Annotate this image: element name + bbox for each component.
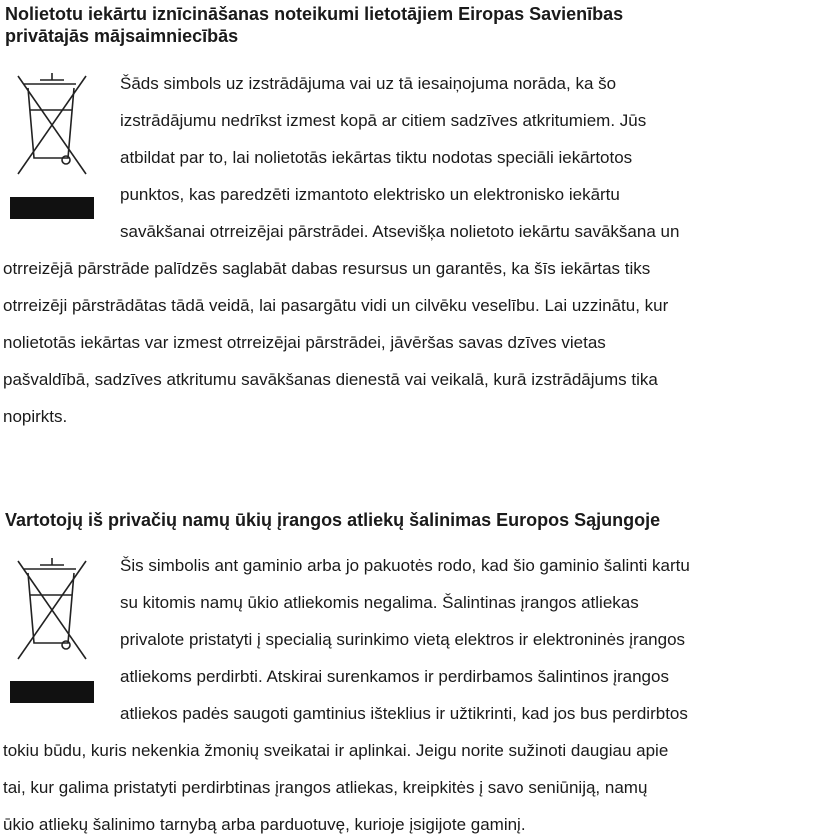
body-line: otrreizēji pārstrādātas tādā veidā, lai pasargātu vidi un cilvēku veselību. Lai uzzinātu, kur [3, 296, 669, 315]
body-line: atliekoms perdirbti. Atskirai surenkamos ir perdirbamos šalintinos įrangos [120, 667, 669, 686]
body-line: Šāds simbols uz izstrādājuma vai uz tā iesaiņojuma norāda, ka šo [120, 74, 617, 93]
body-line: nopirkts. [3, 407, 68, 426]
crossed-out-wheeled-bin-icon [10, 555, 94, 665]
body-line: nolietotās iekārtas var izmest otrreizējai pārstrādei, jāvēršas savas dzīves vietas [3, 333, 606, 352]
section-heading: Nolietotu iekārtu iznīcināšanas noteikumi lietotājiem Eiropas Savienības [5, 4, 624, 24]
section-heading: Vartotojų iš privačių namų ūkių įrangos atliekų šalinimas Europos Sąjungoje [5, 510, 661, 530]
body-line: su kitomis namų ūkio atliekomis negalima. Šalintinas įrangos atliekas [120, 593, 639, 612]
body-line: atliekos padės saugoti gamtinius išteklius ir užtikrinti, kad jos bus perdirbtos [120, 704, 688, 723]
body-line: tai, kur galima pristatyti perdirbtinas įrangos atliekas, kreipkitės į savo seniūniją, namų [3, 778, 648, 797]
body-line: Šis simbolis ant gaminio arba jo pakuotės rodo, kad šio gaminio šalinti kartu [120, 556, 690, 575]
crossed-out-wheeled-bin-icon [10, 70, 94, 180]
body-line: atbildat par to, lai nolietotās iekārtas tiktu nodotas speciāli iekārtotos [120, 148, 633, 167]
separate-collection-bar [10, 197, 94, 219]
body-line: izstrādājumu nedrīkst izmest kopā ar citiem sadzīves atkritumiem. Jūs [120, 111, 647, 130]
body-line: pašvaldībā, sadzīves atkritumu savākšanas dienestā vai veikalā, kurā izstrādājums tika [3, 370, 658, 389]
body-line: savākšanai otrreizējai pārstrādei. Atsevišķa nolietoto iekārtu savākšana un [120, 222, 680, 241]
body-line: ūkio atliekų šalinimo tarnybą arba parduotuvę, kurioje įsigijote gaminį. [3, 815, 526, 834]
body-line: otrreizējā pārstrāde palīdzēs saglabāt dabas resursus un garantēs, ka šīs iekārtas tiks [3, 259, 651, 278]
body-line: punktos, kas paredzēti izmantoto elektrisko un elektronisko iekārtu [120, 185, 620, 204]
body-line: privalote pristatyti į specialią surinkimo vietą elektros ir elektroninės įrangos [120, 630, 686, 649]
separate-collection-bar [10, 681, 94, 703]
section-heading-continued: privātajās mājsaimniecībās [5, 26, 239, 46]
body-line: tokiu būdu, kuris nekenkia žmonių sveikatai ir aplinkai. Jeigu norite sužinoti daugiau apie [3, 741, 669, 760]
